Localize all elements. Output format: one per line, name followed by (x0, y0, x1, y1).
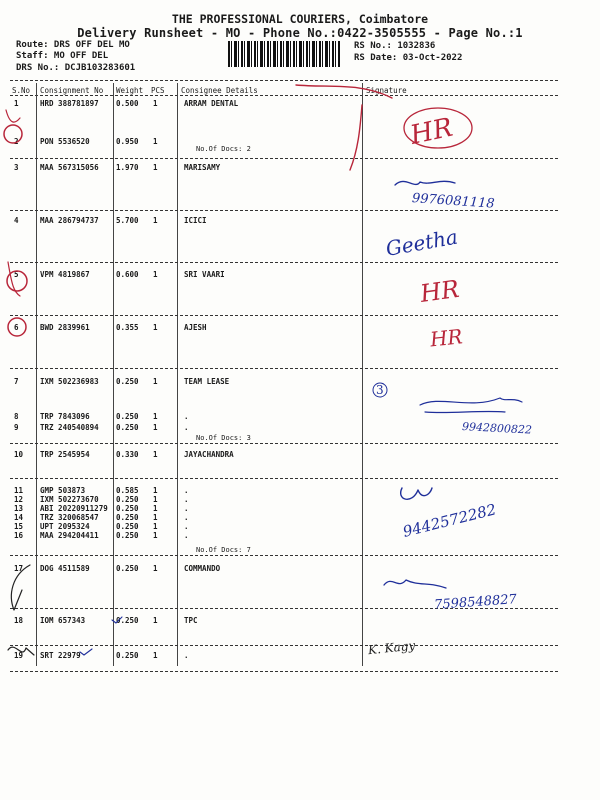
row-18-consignment: IOM 657343 (40, 616, 86, 625)
row-7-consignment: IXM 502236983 (40, 377, 99, 386)
initials-hr: HR (407, 112, 456, 151)
staff-label: Staff: MO OFF DEL (16, 51, 109, 61)
row-13-consignment: ABI 20220911279 (40, 504, 108, 513)
col-consignment: Consignment No (40, 86, 104, 95)
row-1-pcs: 1 (153, 99, 158, 108)
row-6-consignment: BWD 2839961 (40, 323, 90, 332)
row-8-weight: 0.250 (116, 412, 139, 421)
handwritten-phone: 9976081118 (411, 191, 496, 212)
row-10-consignee: JAYACHANDRA (184, 450, 234, 459)
circled-number: 3 (376, 383, 384, 397)
signature (384, 580, 446, 588)
docs-count: No.Of Docs: 2 (196, 145, 251, 153)
row-17-consignment: DOG 4511589 (40, 564, 90, 573)
signature (420, 398, 522, 413)
row-14-consignee: . (184, 513, 189, 522)
row-4-sno: 4 (14, 216, 19, 225)
row-3-pcs: 1 (153, 163, 158, 172)
row-5-consignment: VPM 4819867 (40, 270, 90, 279)
col-signature: Signature (366, 86, 407, 95)
row-17-consignee: COMMANDO (184, 564, 221, 573)
row-3-weight: 1.970 (116, 163, 139, 172)
route-label: Route: DRS OFF DEL MO (16, 40, 130, 50)
row-14-consignment: TRZ 320068547 (40, 513, 99, 522)
row-12-consignee: . (184, 495, 189, 504)
handwritten-phone: 9942800822 (461, 420, 533, 437)
row-10-weight: 0.330 (116, 450, 139, 459)
row-5-consignee: SRI VAARI (184, 270, 225, 279)
row-7-pcs: 1 (153, 377, 158, 386)
initials-hr: HR (418, 274, 461, 308)
row-14-pcs: 1 (153, 513, 158, 522)
row-8-sno: 8 (14, 412, 19, 421)
row-1-consignment: HRD 388781897 (40, 99, 99, 108)
row-16-weight: 0.250 (116, 531, 139, 540)
docs-count: No.Of Docs: 3 (196, 434, 251, 442)
row-17-sno: 17 (14, 564, 24, 573)
row-1-consignee: ARRAM DENTAL (184, 99, 239, 108)
docs-count: No.Of Docs: 7 (196, 546, 251, 554)
col-consignee: Consignee Details (181, 86, 258, 95)
row-9-sno: 9 (14, 423, 19, 432)
initials-hr: HR (428, 324, 464, 352)
row-2-consignment: PON 5536520 (40, 137, 90, 146)
row-15-pcs: 1 (153, 522, 158, 531)
row-11-consignee: . (184, 486, 189, 495)
row-3-consignment: MAA 567315056 (40, 163, 99, 172)
row-4-weight: 5.700 (116, 216, 139, 225)
row-8-pcs: 1 (153, 412, 158, 421)
row-1-weight: 0.500 (116, 99, 139, 108)
row-6-consignee: AJESH (184, 323, 207, 332)
row-3-sno: 3 (14, 163, 19, 172)
signature-name: Geetha (383, 224, 460, 261)
row-15-consignment: UPT 2095324 (40, 522, 90, 531)
row-5-pcs: 1 (153, 270, 158, 279)
signature-name: K. Kagy (367, 638, 416, 658)
row-18-pcs: 1 (153, 616, 158, 625)
row-11-sno: 11 (14, 486, 24, 495)
row-11-pcs: 1 (153, 486, 158, 495)
row-15-weight: 0.250 (116, 522, 139, 531)
row-18-sno: 18 (14, 616, 24, 625)
row-17-pcs: 1 (153, 564, 158, 573)
row-11-consignment: GMP 503873 (40, 486, 86, 495)
row-2-pcs: 1 (153, 137, 158, 146)
row-14-weight: 0.250 (116, 513, 139, 522)
row-16-consignment: MAA 294204411 (40, 531, 99, 540)
row-7-consignee: TEAM LEASE (184, 377, 230, 386)
check-mark (112, 617, 122, 623)
col-sno: S.No (12, 86, 31, 95)
row-4-consignment: MAA 286794737 (40, 216, 99, 225)
row-2-weight: 0.950 (116, 137, 139, 146)
row-18-consignee: TPC (184, 616, 198, 625)
row-13-sno: 13 (14, 504, 24, 513)
row-19-consignment: SRT 22979 (40, 651, 81, 660)
circle-mark (4, 125, 22, 143)
col-weight: Weight (116, 86, 144, 95)
row-8-consignee: . (184, 412, 189, 421)
row-4-pcs: 1 (153, 216, 158, 225)
check-mark (80, 649, 92, 655)
runsheet-title: Delivery Runsheet - MO - Phone No.:0422-3505555 - Page No.:1 (77, 26, 523, 40)
row-16-pcs: 1 (153, 531, 158, 540)
row-16-sno: 16 (14, 531, 24, 540)
handwritten-phone: 9442572282 (400, 500, 498, 541)
tick-mark (6, 110, 20, 122)
row-13-weight: 0.250 (116, 504, 139, 513)
row-18-weight: 0.250 (116, 616, 139, 625)
row-19-pcs: 1 (153, 651, 158, 660)
tick-mark (8, 647, 34, 655)
strike-mark (296, 85, 392, 170)
row-13-pcs: 1 (153, 504, 158, 513)
row-19-sno: 19 (14, 651, 24, 660)
row-5-sno: 5 (14, 270, 19, 279)
row-2-sno: 2 (14, 137, 19, 146)
handwritten-phone: 7598548827 (433, 592, 518, 613)
row-7-weight: 0.250 (116, 377, 139, 386)
row-16-consignee: . (184, 531, 189, 540)
signature (401, 488, 432, 499)
row-12-pcs: 1 (153, 495, 158, 504)
row-1-sno: 1 (14, 99, 19, 108)
col-pcs: PCS (151, 86, 165, 95)
tick-mark (11, 565, 30, 610)
row-8-consignment: TRP 7843096 (40, 412, 90, 421)
signature (395, 181, 455, 185)
row-9-consignment: TRZ 240540894 (40, 423, 99, 432)
row-10-pcs: 1 (153, 450, 158, 459)
row-13-consignee: . (184, 504, 189, 513)
row-15-sno: 15 (14, 522, 24, 531)
drs-number: DRS No.: DCJB103283601 (16, 63, 136, 73)
circle-mark (8, 318, 26, 336)
row-6-sno: 6 (14, 323, 19, 332)
row-5-weight: 0.600 (116, 270, 139, 279)
row-9-pcs: 1 (153, 423, 158, 432)
rs-number: RS No.: 1032836 (354, 41, 436, 51)
row-9-weight: 0.250 (116, 423, 139, 432)
rs-date: RS Date: 03-Oct-2022 (354, 53, 463, 63)
row-6-pcs: 1 (153, 323, 158, 332)
row-7-sno: 7 (14, 377, 19, 386)
row-12-consignment: IXM 502273670 (40, 495, 99, 504)
row-15-consignee: . (184, 522, 189, 531)
row-10-sno: 10 (14, 450, 24, 459)
row-9-consignee: . (184, 423, 189, 432)
row-19-consignee: . (184, 651, 189, 660)
row-11-weight: 0.585 (116, 486, 139, 495)
row-19-weight: 0.250 (116, 651, 139, 660)
row-12-weight: 0.250 (116, 495, 139, 504)
row-10-consignment: TRP 2545954 (40, 450, 90, 459)
row-12-sno: 12 (14, 495, 24, 504)
row-17-weight: 0.250 (116, 564, 139, 573)
row-3-consignee: MARISAMY (184, 163, 221, 172)
row-4-consignee: ICICI (184, 216, 207, 225)
row-14-sno: 14 (14, 513, 24, 522)
row-6-weight: 0.355 (116, 323, 139, 332)
company-title: THE PROFESSIONAL COURIERS, Coimbatore (171, 12, 429, 26)
